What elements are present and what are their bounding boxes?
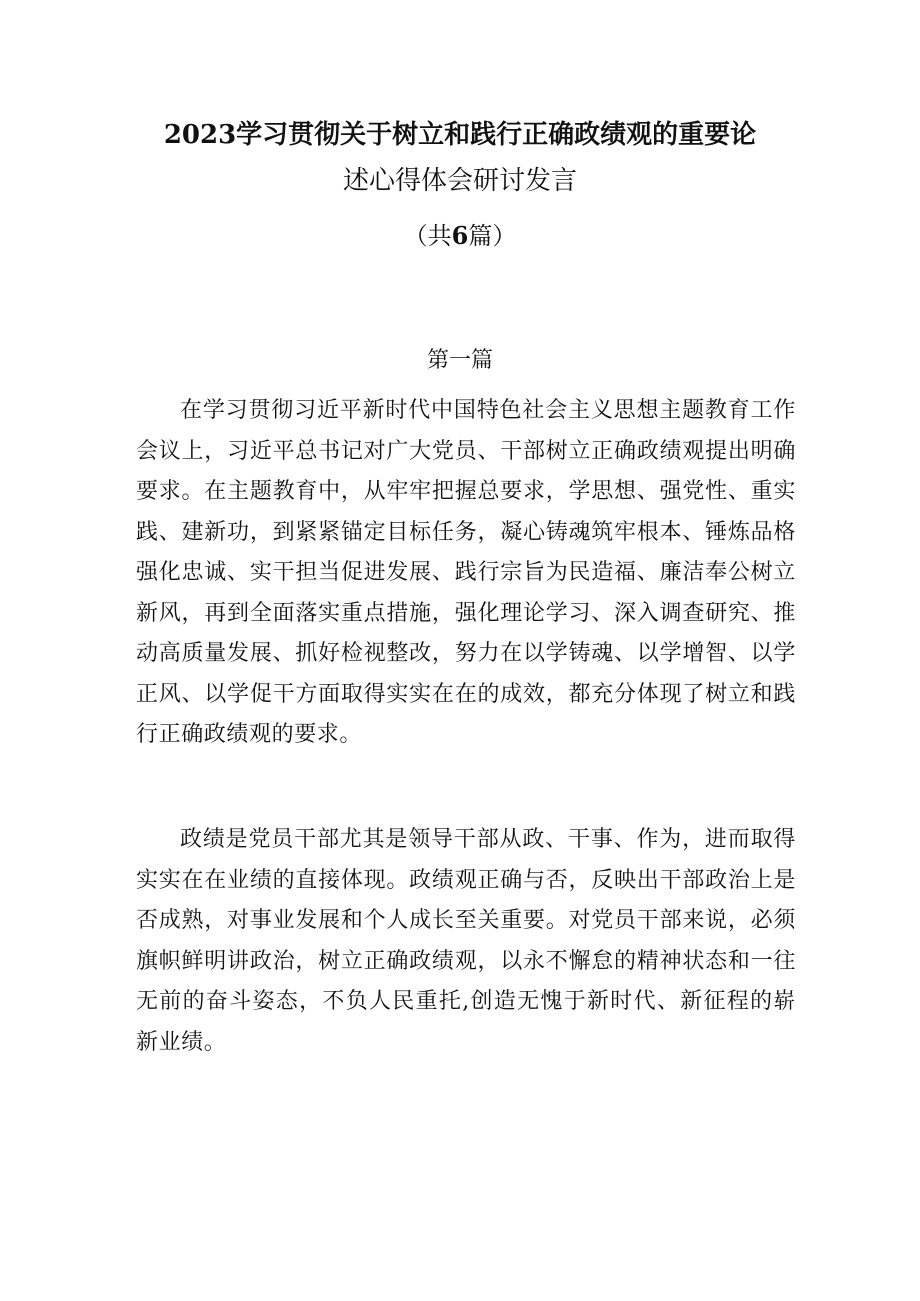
article-count-number: 6	[451, 221, 469, 250]
body-paragraph-1: 在学习贯彻习近平新时代中国特色社会主义思想主题教育工作会议上，习近平总书记对广大党员、干部树立正确政绩观提出明确要求。在主题教育中，从牢牢把握总要求，学思想、强党性、重实践、建新功，到紧紧锚定目标任务，凝心铸魂筑牢根本、锤炼品格强化忠诚、实干担当促进发展、践行宗旨为民造福、廉洁奉公树立新风，再到全面落实重点措施，强化理论学习、深入调查研究、推动高质量发展、抓好检视整改，努力在以学铸魂、以学增智、以学正风、以学促干方面取得实实在在的成效，都充分体现了树立和践行正确政绩观的要求。	[136, 398, 796, 747]
document-title-continued: 述心得体会研讨发言	[342, 166, 577, 196]
article-count	[0, 216, 920, 256]
section-heading: 第一篇	[426, 348, 493, 373]
document-title: 2023学习贯彻关于树立和践行正确政绩观的重要论	[163, 120, 757, 150]
document-title-block	[0, 112, 920, 256]
body-paragraph-2: 政绩是党员干部尤其是领导干部从政、干事、作为，进而取得实实在在业绩的直接体现。政绩观正确与否，反映出干部政治上是否成熟，对事业发展和个人成长至关重要。对党员干部来说，必须旗帜鲜明讲政治，树立正确政绩观，以永不懈怠的精神状态和一往无前的奋斗姿态，不负人民重托,创造无愧于新时代、新征程的崭新业绩。	[136, 827, 796, 1055]
article-count-prefix: （共	[403, 222, 452, 250]
article-count-suffix: 篇）	[468, 222, 517, 250]
